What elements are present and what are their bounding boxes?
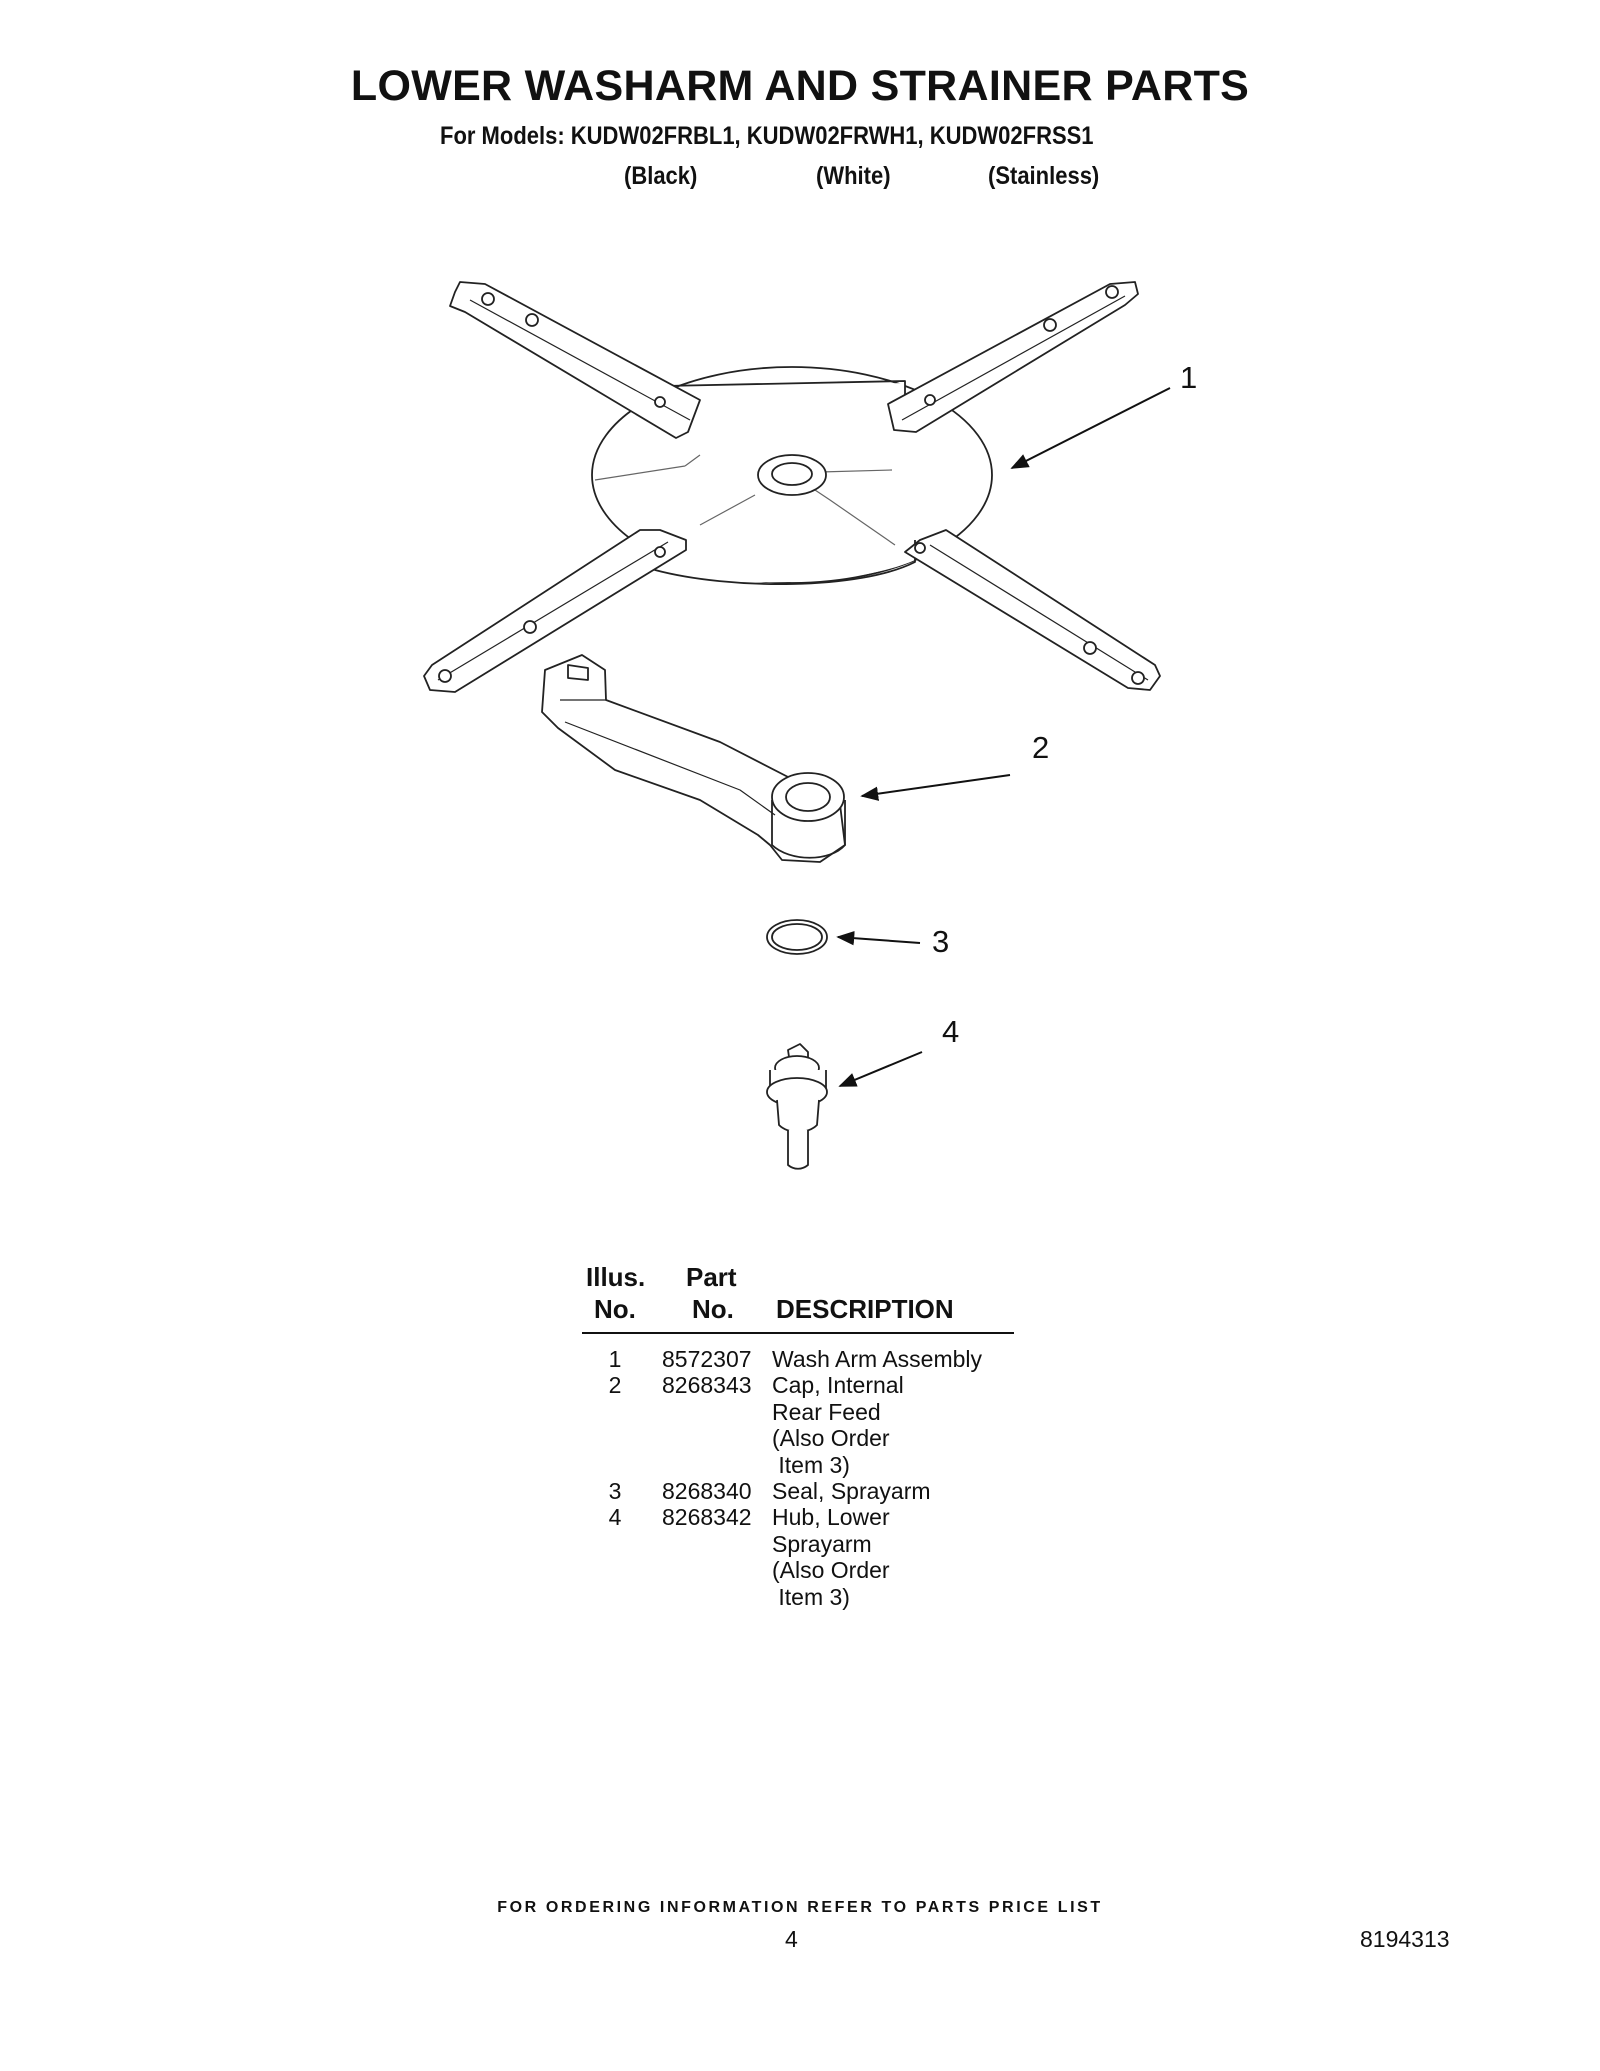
callout-1-leader bbox=[1012, 388, 1170, 468]
header-illus-line2: No. bbox=[594, 1294, 636, 1324]
callout-4-leader bbox=[840, 1052, 922, 1086]
part-description bbox=[772, 1372, 904, 1478]
part-number: 8268343 bbox=[662, 1372, 752, 1398]
header-illus-line1: Illus. bbox=[586, 1262, 646, 1292]
callout-2: 2 bbox=[1032, 730, 1050, 765]
illus-number: 3 bbox=[608, 1478, 622, 1504]
header-description: DESCRIPTION bbox=[776, 1294, 954, 1324]
ordering-info-footer: FOR ORDERING INFORMATION REFER TO PARTS PRICE LIST bbox=[497, 1899, 1103, 1916]
illus-number: 2 bbox=[608, 1372, 622, 1398]
page-title: LOWER WASHARM AND STRAINER PARTS bbox=[350, 62, 1250, 110]
lower-sprayarm-hub-drawing bbox=[767, 1044, 827, 1169]
description-line: Hub, Lower bbox=[772, 1504, 890, 1530]
callout-3-leader bbox=[838, 937, 920, 943]
description-line: Rear Feed bbox=[772, 1398, 881, 1425]
illus-number: 4 bbox=[608, 1504, 622, 1530]
illus-number: 1 bbox=[608, 1346, 622, 1372]
page-number: 4 bbox=[785, 1926, 798, 1952]
description-line: Sprayarm bbox=[772, 1530, 872, 1557]
description-line: Cap, Internal bbox=[772, 1372, 904, 1398]
color-stainless: (Stainless) bbox=[988, 162, 1100, 190]
wash-arm-assembly-drawing bbox=[424, 282, 1160, 692]
part-description bbox=[772, 1478, 931, 1505]
part-description bbox=[772, 1504, 890, 1610]
description-line: Item 3) bbox=[772, 1451, 850, 1478]
header-rule bbox=[582, 1332, 1014, 1334]
color-black: (Black) bbox=[624, 162, 698, 190]
part-number: 8268340 bbox=[662, 1478, 752, 1504]
description-line: (Also Order bbox=[772, 1425, 890, 1451]
description-line: Wash Arm Assembly bbox=[772, 1346, 983, 1372]
description-line: Item 3) bbox=[772, 1583, 850, 1610]
rear-feed-cap-drawing bbox=[542, 655, 845, 862]
part-number: 8572307 bbox=[662, 1346, 752, 1372]
callout-1: 1 bbox=[1180, 360, 1198, 395]
description-line: (Also Order bbox=[772, 1557, 890, 1583]
header-part-line1: Part bbox=[686, 1262, 737, 1292]
color-white: (White) bbox=[816, 162, 891, 190]
document-number: 8194313 bbox=[1360, 1926, 1450, 1952]
callout-2-leader bbox=[862, 775, 1010, 796]
callout-3: 3 bbox=[932, 924, 950, 959]
part-number: 8268342 bbox=[662, 1504, 752, 1530]
models-line: For Models: KUDW02FRBL1, KUDW02FRWH1, KUDW02FRSS1 bbox=[440, 122, 1094, 150]
part-description bbox=[772, 1346, 982, 1373]
description-line: Seal, Sprayarm bbox=[772, 1478, 931, 1504]
sprayarm-seal-drawing bbox=[767, 920, 827, 954]
callout-4: 4 bbox=[942, 1014, 960, 1049]
header-part-line2: No. bbox=[692, 1294, 734, 1324]
